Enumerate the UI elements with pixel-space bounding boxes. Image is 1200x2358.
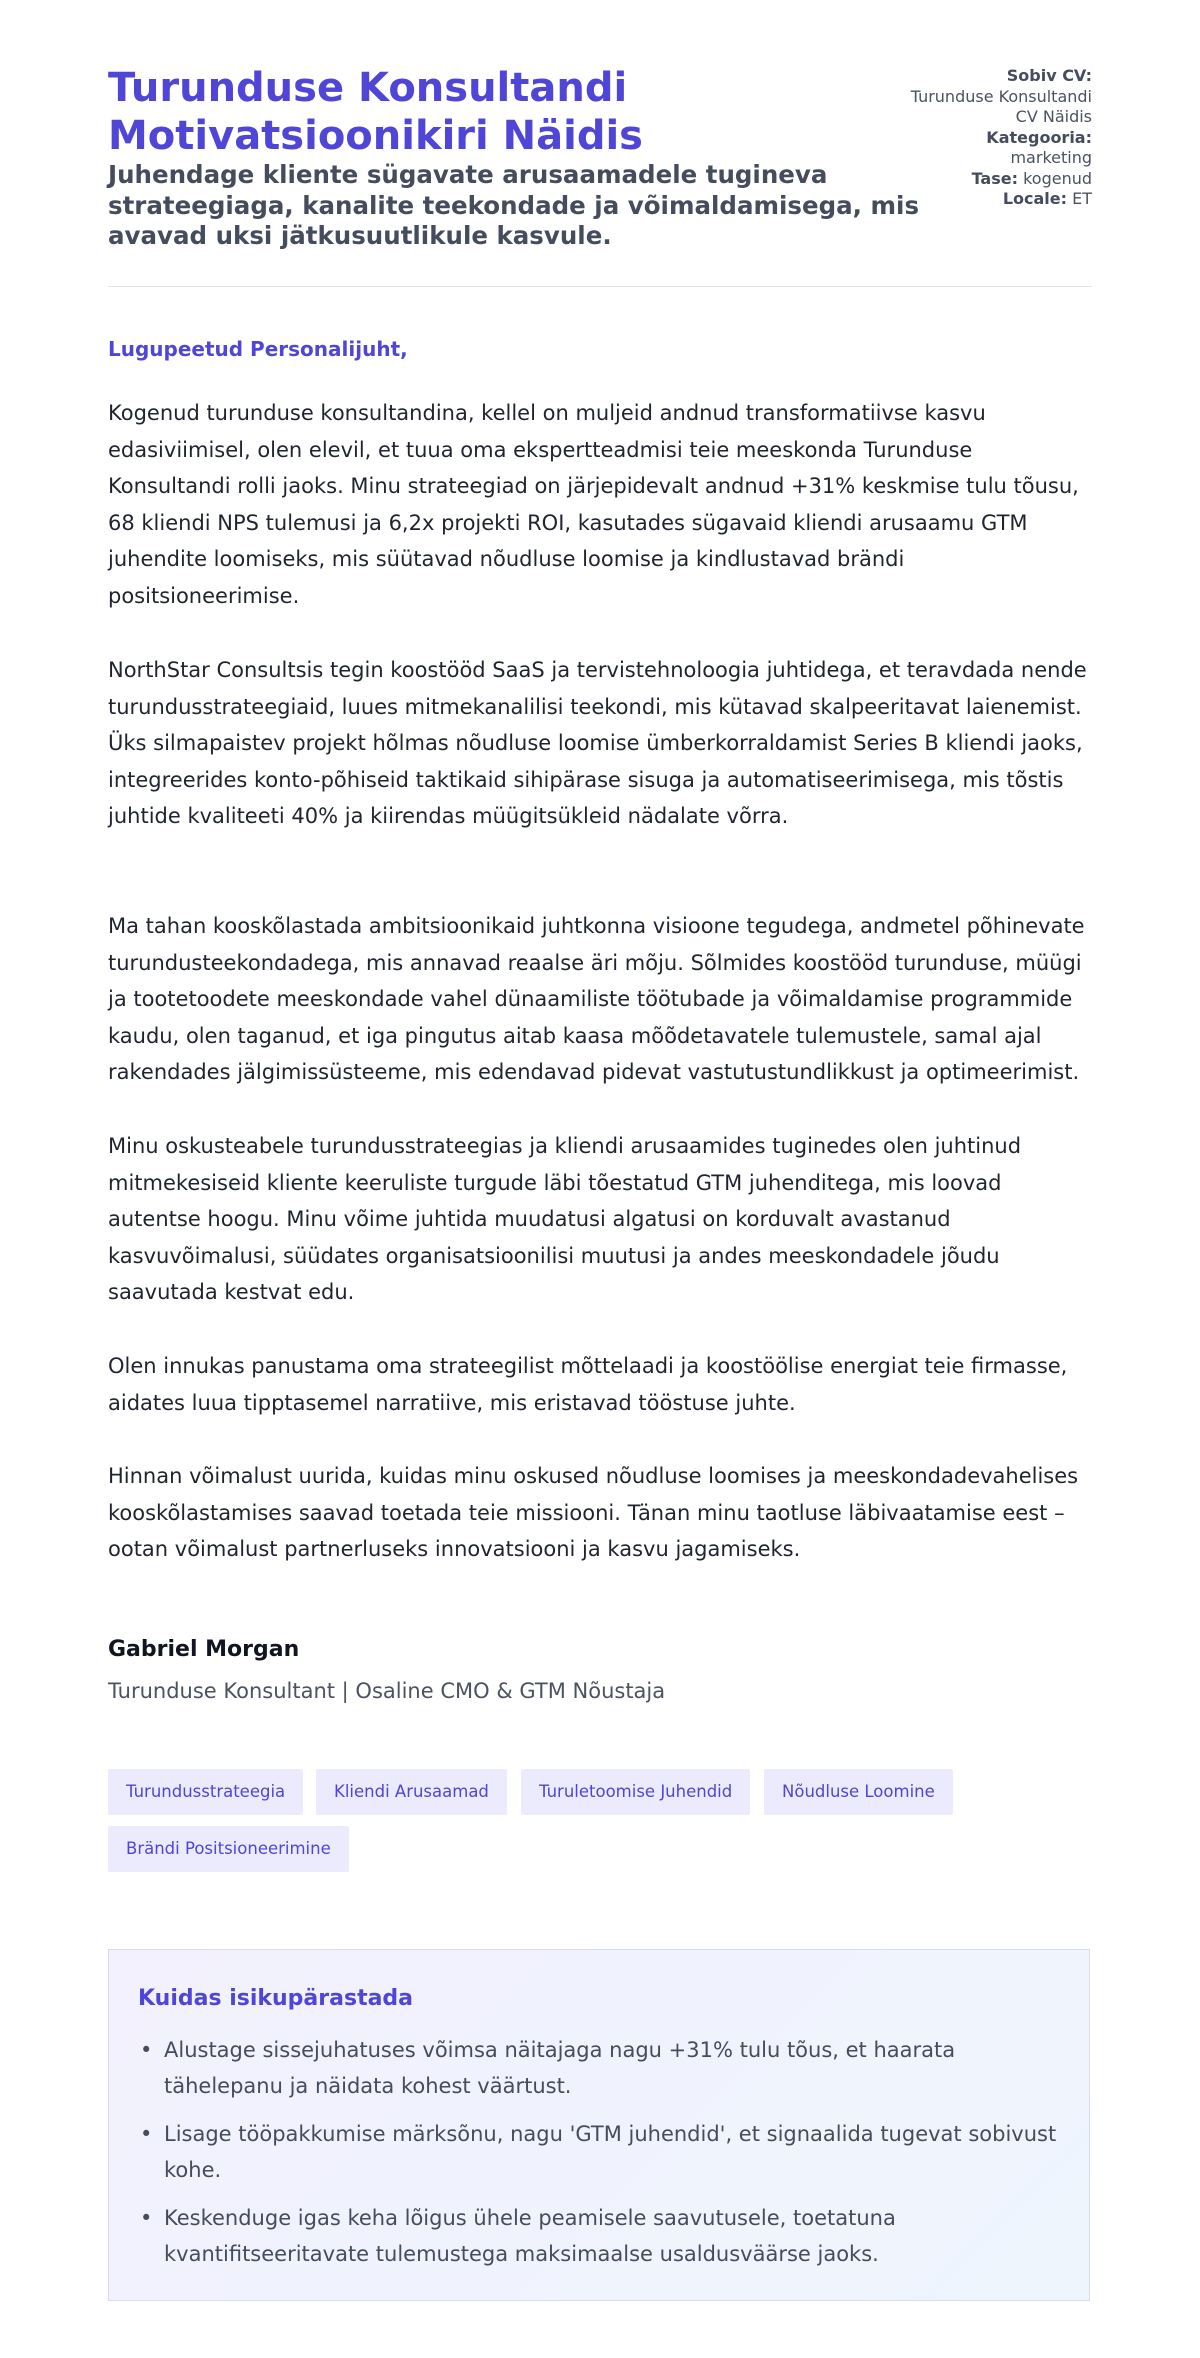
- bullet-icon: •: [140, 2038, 153, 2062]
- tag-item[interactable]: Turundusstrateegia: [108, 1769, 303, 1815]
- greeting: Lugupeetud Personalijuht,: [108, 337, 408, 361]
- tips-title: Kuidas isikupärastada: [138, 1986, 414, 2011]
- tip-text: Alustage sissejuhatuses võimsa näitajaga nagu +31% tulu tõus, et haarata tähelepanu ja näidata kohest väärtust.: [164, 2038, 956, 2098]
- letter-container: [108, 0, 1092, 2266]
- meta-locale-label: Locale:: [1002, 189, 1068, 208]
- signer-name: Gabriel Morgan: [108, 1637, 300, 1662]
- letter-paragraph-4: Minu oskusteabele turundusstrateegias ja kliendi arusaamides tuginedes olen juhtinud mitmekesiseid kliente keeruliste turgude läbi tõestatud GTM juhenditega, mis loovad autentse hoogu. Minu võime juhtida muudatusi algatusi on korduvalt avastanud kasvuvõimalusi, süüdates organisatsioonilisi muutusi ja andes meeskondadele jõudu saavutada kestvat edu.: [108, 1134, 1022, 1304]
- tip-text: Lisage tööpakkumise märksõnu, nagu 'GTM juhendid', et signaalida tugevat sobivust kohe.: [164, 2122, 1057, 2182]
- personalization-tips: [108, 1949, 1090, 2301]
- meta-locale-value: ET: [1072, 189, 1092, 208]
- tag-item[interactable]: Kliendi Arusaamad: [316, 1769, 507, 1815]
- tag-item[interactable]: Brändi Positsioneerimine: [108, 1826, 349, 1872]
- bullet-icon: •: [140, 2122, 153, 2146]
- letter-paragraph-3: Ma tahan kooskõlastada ambitsioonikaid juhtkonna visioone tegudega, andmetel põhinevate turundusteekondadega, mis annavad reaalse äri mõju. Sõlmides koostööd turunduse, müügi ja tootetoodete meeskondade vahel dünaamiliste töötubade ja võimaldamise programmide kaudu, olen taganud, et iga pingutus aitab kaasa mõõdetavatele tulemustele, samal ajal rakendades jälgimissüsteeme, mis edendavad pidevat vastutustundlikkust ja optimeerimist.: [108, 914, 1085, 1084]
- tag-item[interactable]: Turuletoomise Juhendid: [521, 1769, 750, 1815]
- letter-paragraph-1: Kogenud turunduse konsultandina, kellel on muljeid andnud transformatiivse kasvu edasiviimisel, olen elevil, et tuua oma ekspertteadmisi teie meeskonda Turunduse Konsultandi rolli jaoks. Minu strateegiad on järjepidevalt andnud +31% keskmise tulu tõusu, 68 kliendi NPS tulemusi ja 6,2x projekti ROI, kasutades sügavaid kliendi arusaamu GTM juhendite loomiseks, mis süütavad nõudluse loomise ja kindlustavad brändi positsioneerimise.: [108, 401, 1079, 608]
- meta-locale: [902, 189, 1092, 210]
- meta-level-value: kogenud: [1023, 168, 1092, 188]
- tips-list: [138, 2032, 1058, 2284]
- tag-item[interactable]: Nõudluse Loomine: [764, 1769, 953, 1815]
- meta-cv-label: Sobiv CV:: [1006, 66, 1092, 85]
- page-subtitle: Juhendage kliente sügavate arusaamadele tugineva strateegiaga, kanalite teekondade ja võimaldamisega, mis avavad uksi jätkusuutlikule kasvule.: [108, 160, 920, 250]
- letter-paragraph-6: Hinnan võimalust uurida, kuidas minu oskused nõudluse loomises ja meeskondadevahelises kooskõlastamises saavad toetada teie missiooni. Tänan minu taotluse läbivaatamise eest – ootan võimalust partnerluseks innovatsiooni ja kasvu jagamiseks.: [108, 1464, 1079, 1561]
- meta-level-label: Tase:: [971, 168, 1018, 188]
- signer-role: Turunduse Konsultant | Osaline CMO & GTM Nõustaja: [108, 1679, 666, 1703]
- meta-panel: [902, 66, 1092, 210]
- meta-level: [902, 169, 1092, 190]
- header: [108, 0, 1092, 287]
- bullet-icon: •: [140, 2206, 153, 2230]
- meta-cv: [902, 66, 1092, 128]
- meta-category-value: marketing: [1010, 148, 1092, 167]
- tip-item: [138, 2200, 1058, 2272]
- page-title: Turunduse Konsultandi Motivatsioonikiri Näidis: [108, 65, 643, 159]
- tip-text: Keskenduge igas keha lõigus ühele peamisele saavutusele, toetatuna kvantifitseeritavate tulemustega maksimaalse usaldusväärse jaoks.: [164, 2206, 896, 2266]
- letter-paragraph-5: Olen innukas panustama oma strateegilist mõttelaadi ja koostöölise energiat teie firmasse, aidates luua tipptasemel narratiive, mis eristavad tööstuse juhte.: [108, 1354, 1068, 1415]
- letter-paragraph-2: NorthStar Consultsis tegin koostööd SaaS ja tervistehnoloogia juhtidega, et teravdada nende turundusstrateegiaid, luues mitmekanalilisi teekondi, mis kütavad skalpeeritavat laienemist. Üks silmapaistev projekt hõlmas nõudluse loomise ümberkorraldamist Series B kliendi jaoks, integreerides konto-põhiseid taktikaid sihipärase sisuga ja automatiseerimisega, mis tõstis juhtide kvaliteeti 40% ja kiirendas müügitsükleid nädalate võrra.: [108, 658, 1087, 828]
- meta-category-label: Kategooria:: [986, 127, 1092, 147]
- tip-item: [138, 2116, 1058, 2188]
- meta-category: [902, 128, 1092, 169]
- meta-cv-value[interactable]: Turunduse Konsultandi CV Näidis: [910, 86, 1092, 126]
- tip-item: [138, 2032, 1058, 2104]
